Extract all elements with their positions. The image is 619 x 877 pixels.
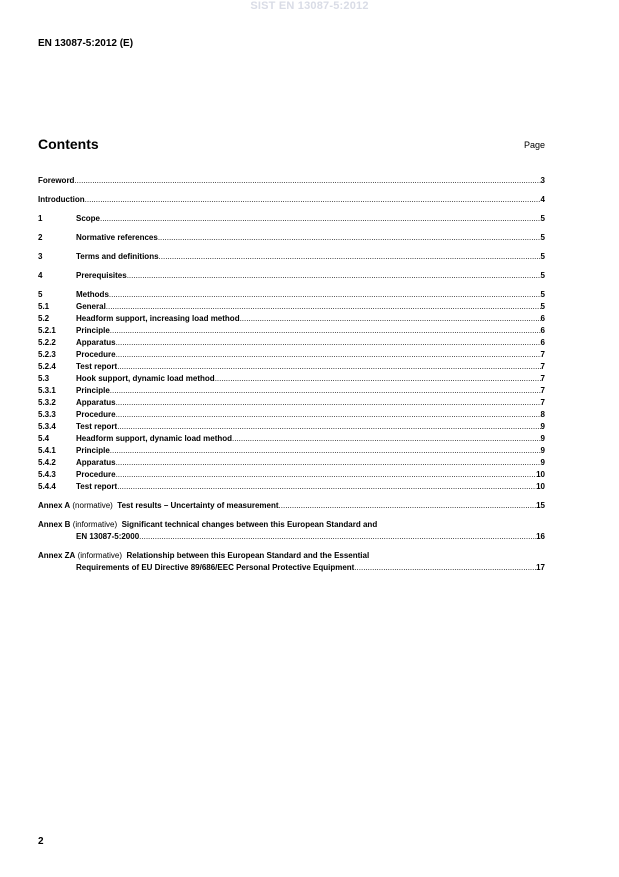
toc-entry-page: 10 <box>536 470 545 479</box>
toc-entry-normative-references[interactable] <box>38 232 545 244</box>
toc-entry-page: 9 <box>540 446 545 455</box>
toc-entry-title: Hook support, dynamic load method <box>76 374 215 383</box>
toc-entry-5-4-4[interactable] <box>38 481 545 493</box>
toc-entry-5-2-3[interactable] <box>38 349 545 361</box>
toc-leader <box>116 457 541 469</box>
toc-entry-page: 9 <box>540 434 545 443</box>
toc-entry-page: 17 <box>536 563 545 572</box>
toc-entry-annex-za[interactable] <box>38 550 545 574</box>
toc-leader <box>116 337 541 349</box>
toc-entry-5-2-1[interactable] <box>38 325 545 337</box>
toc-entry-page: 6 <box>540 338 545 347</box>
toc-entry-page: 7 <box>540 386 545 395</box>
toc-entry-5-2-4[interactable] <box>38 361 545 373</box>
toc-entry-terms-definitions[interactable] <box>38 251 545 263</box>
toc-entry-page: 15 <box>536 501 545 510</box>
toc-entry-page: 5 <box>540 271 545 280</box>
toc-entry-title: Test report <box>76 422 118 431</box>
toc-entry-5-3[interactable] <box>38 373 545 385</box>
toc-leader <box>159 251 541 263</box>
toc-entry-title: Relationship between this European Standard and the Essential <box>126 551 370 560</box>
toc-leader <box>106 301 541 313</box>
toc-entry-page: 7 <box>540 398 545 407</box>
toc-entry-title: Headform support, dynamic load method <box>76 434 233 443</box>
toc-entry-5-3-2[interactable] <box>38 397 545 409</box>
toc-leader <box>279 500 537 512</box>
toc-leader <box>74 175 540 187</box>
toc-entry-number: 5.3.3 <box>38 410 56 419</box>
toc-entry-methods[interactable] <box>38 289 545 301</box>
toc-entry-number: 5.2 <box>38 314 50 323</box>
toc-leader <box>232 433 541 445</box>
toc-entry-title: Methods <box>76 290 109 299</box>
toc-entry-5-3-3[interactable] <box>38 409 545 421</box>
toc-entry-5-3-4[interactable] <box>38 421 545 433</box>
toc-entry-5-4-1[interactable] <box>38 445 545 457</box>
toc-leader <box>116 469 537 481</box>
toc-entry-title: Test results – Uncertainty of measurement <box>117 501 279 510</box>
toc-leader <box>127 270 541 282</box>
toc-entry-page: 5 <box>540 233 545 242</box>
toc-entry-foreword[interactable] <box>38 175 545 187</box>
toc-leader <box>116 397 541 409</box>
toc-entry-title: Apparatus <box>76 398 116 407</box>
toc-leader <box>215 373 541 385</box>
toc-entry-title-continued: EN 13087-5:2000 <box>76 532 140 541</box>
toc-entry-page: 10 <box>536 482 545 491</box>
toc-entry-number: 5.2.4 <box>38 362 56 371</box>
toc-entry-title: Headform support, increasing load method <box>76 314 240 323</box>
toc-leader <box>354 562 536 574</box>
toc-entry-number: 3 <box>38 252 43 261</box>
annex-type: (normative) <box>72 501 113 510</box>
toc-leader <box>110 385 541 397</box>
toc-entry-number: 5.3.1 <box>38 386 56 395</box>
toc-entry-title: Terms and definitions <box>76 252 159 261</box>
toc-entry-scope[interactable] <box>38 213 545 225</box>
toc-leader <box>100 213 541 225</box>
toc-entry-number: 5.4.4 <box>38 482 56 491</box>
toc-entry-page: 7 <box>540 362 545 371</box>
table-of-contents <box>38 175 545 574</box>
toc-entry-number: 5.4.3 <box>38 470 56 479</box>
toc-entry-page: 9 <box>540 458 545 467</box>
toc-entry-title: Procedure <box>76 470 116 479</box>
toc-entry-page: 5 <box>540 252 545 261</box>
toc-entry-number: 5.3 <box>38 374 50 383</box>
page-number: 2 <box>38 836 44 847</box>
toc-leader <box>116 409 541 421</box>
toc-leader <box>110 325 541 337</box>
toc-entry-number: 5.2.3 <box>38 350 56 359</box>
toc-leader <box>158 232 541 244</box>
toc-entry-5-1[interactable] <box>38 301 545 313</box>
toc-entry-title: Apparatus <box>76 458 116 467</box>
contents-heading: Contents <box>38 136 99 152</box>
toc-entry-number: 5.2.1 <box>38 326 56 335</box>
toc-entry-title: Principle <box>76 326 110 335</box>
watermark: SIST EN 13087-5:2012 <box>250 0 369 12</box>
annex-type: (informative) <box>77 551 123 560</box>
toc-entry-number: 5.1 <box>38 302 50 311</box>
toc-entry-title: Test report <box>76 482 118 491</box>
toc-entry-title: Principle <box>76 386 110 395</box>
toc-entry-prerequisites[interactable] <box>38 270 545 282</box>
toc-entry-page: 6 <box>540 314 545 323</box>
page-column-label: Page <box>523 140 545 150</box>
toc-entry-number: 5.3.4 <box>38 422 56 431</box>
toc-entry-title: Prerequisites <box>76 271 127 280</box>
toc-entry-title-continued: Requirements of EU Directive 89/686/EEC Personal Protective Equipment <box>76 563 355 572</box>
toc-entry-page: 16 <box>536 532 545 541</box>
toc-entry-title: General <box>76 302 106 311</box>
toc-entry-page: 9 <box>540 422 545 431</box>
toc-entry-number: 5.2.2 <box>38 338 56 347</box>
toc-entry-5-2[interactable] <box>38 313 545 325</box>
toc-entry-number: 2 <box>38 233 43 242</box>
toc-entry-number: 5 <box>38 290 43 299</box>
toc-leader <box>110 445 541 457</box>
toc-leader <box>240 313 541 325</box>
annex-type: (informative) <box>72 520 118 529</box>
toc-entry-page: 6 <box>540 326 545 335</box>
toc-entry-5-4-3[interactable] <box>38 469 545 481</box>
toc-entry-page: 7 <box>540 350 545 359</box>
toc-entry-page: 5 <box>540 214 545 223</box>
toc-leader <box>116 349 541 361</box>
toc-leader <box>117 481 536 493</box>
toc-entry-number: 5.3.2 <box>38 398 56 407</box>
toc-entry-title: Apparatus <box>76 338 116 347</box>
toc-entry-5-3-1[interactable] <box>38 385 545 397</box>
toc-leader <box>109 289 541 301</box>
toc-entry-title: Procedure <box>76 350 116 359</box>
toc-entry-title: Scope <box>76 214 101 223</box>
toc-entry-title: Test report <box>76 362 118 371</box>
toc-entry-5-4-2[interactable] <box>38 457 545 469</box>
toc-entry-page: 4 <box>540 195 545 204</box>
toc-entry-number: 5.4 <box>38 434 50 443</box>
toc-entry-title: Foreword <box>38 176 75 185</box>
toc-entry-page: 7 <box>540 374 545 383</box>
toc-leader <box>117 421 540 433</box>
toc-entry-annex-b[interactable] <box>38 519 545 543</box>
toc-leader <box>85 194 541 206</box>
toc-entry-number: 1 <box>38 214 43 223</box>
toc-entry-page: 5 <box>540 302 545 311</box>
toc-entry-title: Normative references <box>76 233 158 242</box>
toc-entry-page: 8 <box>540 410 545 419</box>
toc-entry-title: Principle <box>76 446 110 455</box>
toc-entry-title: Significant technical changes between this European Standard and <box>121 520 378 529</box>
toc-entry-number: 4 <box>38 271 43 280</box>
toc-entry-title: Introduction <box>38 195 85 204</box>
toc-entry-5-4[interactable] <box>38 433 545 445</box>
toc-leader <box>139 531 536 543</box>
toc-entry-introduction[interactable] <box>38 194 545 206</box>
toc-entry-5-2-2[interactable] <box>38 337 545 349</box>
toc-entry-number: 5.4.1 <box>38 446 56 455</box>
annex-label: Annex ZA <box>38 551 76 560</box>
document-id: EN 13087-5:2012 (E) <box>38 38 134 49</box>
toc-leader <box>117 361 540 373</box>
toc-entry-page: 5 <box>540 290 545 299</box>
annex-label: Annex A <box>38 501 71 510</box>
toc-entry-title: Procedure <box>76 410 116 419</box>
toc-entry-annex-a[interactable] <box>38 500 545 512</box>
toc-entry-page: 3 <box>540 176 545 185</box>
toc-entry-number: 5.4.2 <box>38 458 56 467</box>
annex-label: Annex B <box>38 520 71 529</box>
